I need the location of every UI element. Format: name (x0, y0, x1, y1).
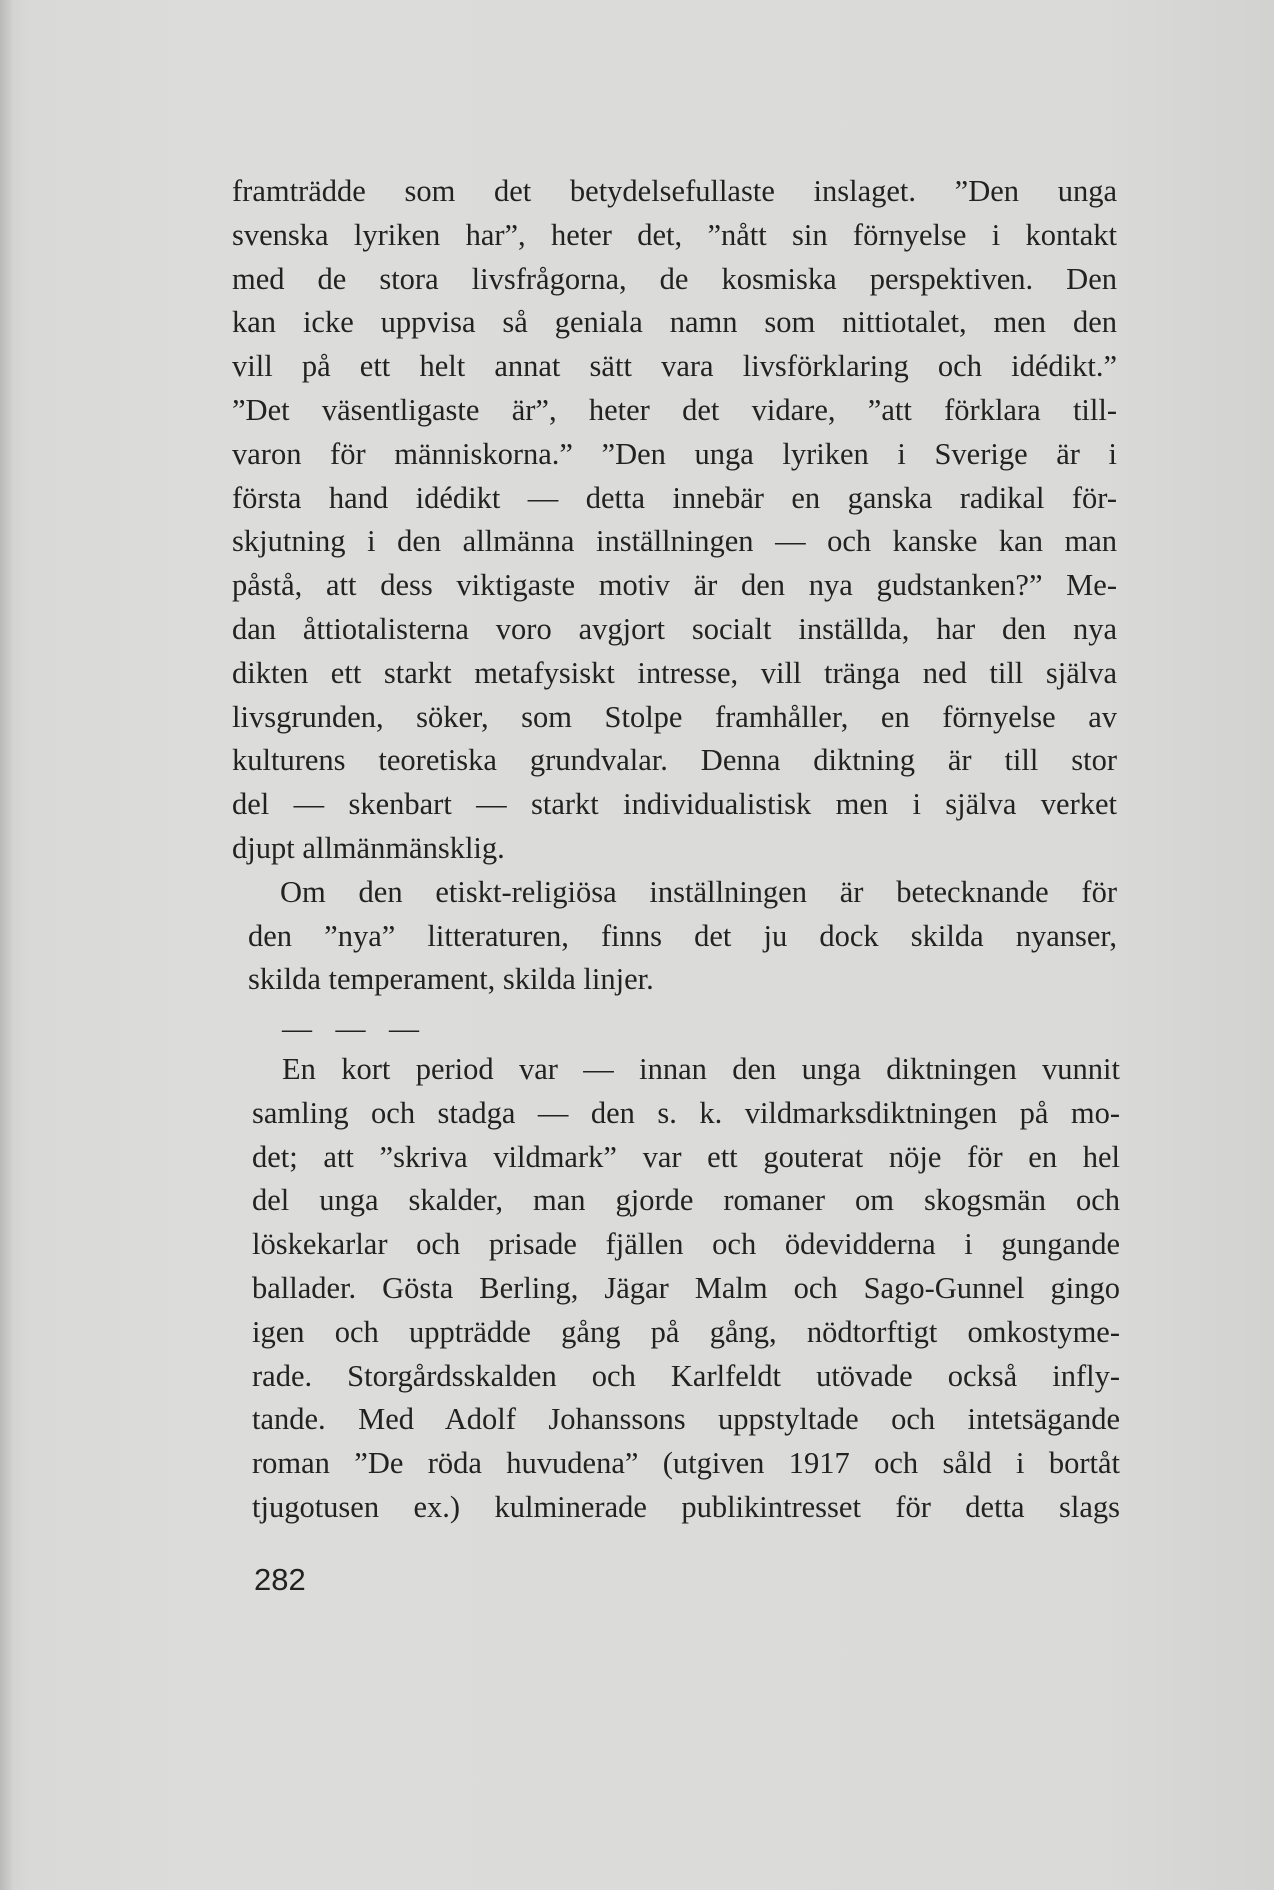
text-line: samling och stadga — den s. k. vildmarksdiktningen på mo- (252, 1095, 1120, 1130)
text-line: svenska lyriken har”, heter det, ”nått sin förnyelse i kontakt (232, 217, 1117, 252)
text-line: den ”nya” litteraturen, finns det ju dock skilda nyanser, (248, 918, 1117, 953)
text-line: kulturens teoretiska grundvalar. Denna diktning är till stor (232, 743, 1117, 778)
main-text (232, 170, 1117, 1002)
text-line: dan åttiotalisterna voro avgjort socialt inställda, har den nya (232, 611, 1117, 646)
text-line: med de stora livsfrågorna, de kosmiska perspektiven. Den (232, 261, 1117, 296)
paragraph-1 (232, 170, 1117, 871)
text-line: rade. Storgårdsskalden och Karlfeldt utövade också infly- (252, 1358, 1120, 1393)
text-line: ”Det väsentligaste är”, heter det vidare, ”att förklara till- (232, 392, 1117, 427)
text-line: skjutning i den allmänna inställningen — och kanske kan man (232, 524, 1117, 559)
text-line: varon för människorna.” ”Den unga lyriken i Sverige är i (232, 436, 1117, 471)
book-spine-shadow (0, 0, 12, 1890)
section-separator: — — — (282, 1012, 427, 1045)
paragraph-3 (252, 1048, 1120, 1530)
page-number: 282 (254, 1562, 306, 1597)
text-line: livsgrunden, söker, som Stolpe framhåller, en förnyelse av (232, 699, 1117, 734)
text-line: första hand idédikt — detta innebär en ganska radikal för- (232, 480, 1117, 515)
text-line: kan icke uppvisa så geniala namn som nittiotalet, men den (232, 305, 1117, 340)
text-line: igen och uppträdde gång på gång, nödtorftigt omkostyme- (252, 1314, 1120, 1349)
text-line: påstå, att dess viktigaste motiv är den nya gudstanken?” Me- (232, 568, 1117, 603)
text-line: ballader. Gösta Berling, Jägar Malm och Sago-Gunnel gingo (252, 1270, 1120, 1305)
text-line: löskekarlar och prisade fjällen och ödevidderna i gungande (252, 1227, 1120, 1262)
text-line: tande. Med Adolf Johanssons uppstyltade och intetsägande (252, 1402, 1120, 1437)
text-line: vill på ett helt annat sätt vara livsförklaring och idédikt.” (232, 349, 1117, 384)
text-line: det; att ”skriva vildmark” var ett gouterat nöje för en hel (252, 1139, 1120, 1174)
text-line: Om den etiskt-religiösa inställningen är betecknande för (280, 874, 1117, 909)
text-line: framträdde som det betydelsefullaste inslaget. ”Den unga (232, 174, 1117, 208)
text-line: del unga skalder, man gjorde romaner om skogsmän och (252, 1183, 1120, 1218)
text-line: tjugotusen ex.) kulminerade publikintresset för detta slags (252, 1489, 1120, 1524)
text-line: djupt allmänmänsklig. (232, 830, 505, 865)
text-line: En kort period var — innan den unga diktningen vunnit (282, 1052, 1120, 1086)
text-line: del — skenbart — starkt individualistisk men i själva verket (232, 787, 1117, 822)
text-line: skilda temperament, skilda linjer. (248, 962, 654, 997)
text-line: roman ”De röda huvudena” (utgiven 1917 och såld i bortåt (252, 1446, 1120, 1481)
paragraph-2 (232, 871, 1117, 1002)
text-line: dikten ett starkt metafysiskt intresse, vill tränga ned till själva (232, 655, 1117, 690)
